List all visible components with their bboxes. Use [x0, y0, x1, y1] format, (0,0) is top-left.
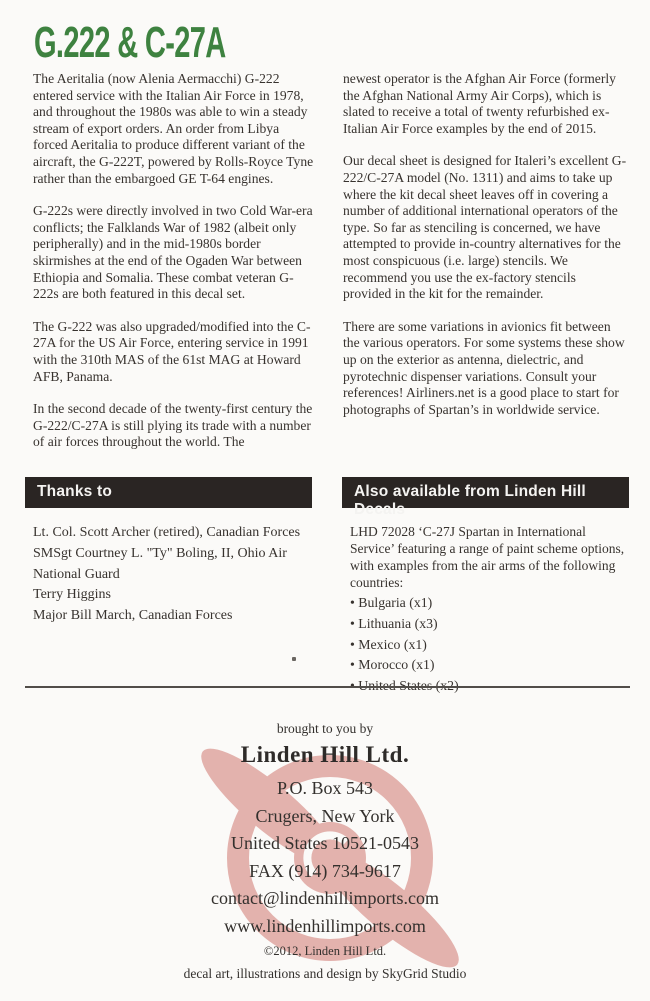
- website-url: www.lindenhillimports.com: [224, 915, 426, 936]
- also-available-section: [342, 477, 629, 697]
- paragraph: The G-222 was also upgraded/modified into the C-27A for the US Air Force, entering service in 1991 with the 310th MAS of the 61st MAG at Howard AFB, Panama.: [33, 318, 311, 384]
- divider-rule: [25, 686, 630, 688]
- address-line-pobox: P.O. Box 543: [276, 778, 374, 798]
- fax-number: FAX (914) 734-9617: [249, 860, 401, 881]
- country-list-item: • Bulgaria (x1): [350, 593, 629, 614]
- footer-credits: decal art, illustrations and design by SkyGrid Studio: [183, 966, 467, 981]
- paragraph: G-222s were directly involved in two Cold War-era conflicts; the Falklands War of 1982 (albeit only peripherally) and in the mid-1980s border skirmishes at the end of the Ogaden War between Ethiopia and Somalia. These combat veteran G-222s are both featured in this decal set.: [33, 203, 313, 302]
- contact-email: contact@lindenhillimports.com: [210, 888, 440, 908]
- thanks-list: [25, 508, 312, 627]
- info-sections: [25, 477, 629, 697]
- paragraph: There are some variations in avionics fit between the various operators. For some systems these show up on the exterior as antenna, dielectric, and pyrotechnic dispenser variations. Consult your references! Airliners.net is a good place to start for photographs of Spartan’s in worldwide service.: [343, 318, 625, 417]
- product-intro: LHD 72028 ‘C-27J Spartan in International Service’ featuring a range of paint scheme options, with examples from the air arms of the following countries:: [350, 524, 625, 590]
- country-list: [350, 593, 629, 697]
- country-list-item: • Lithuania (x3): [350, 614, 629, 635]
- thanks-list-item: Terry Higgins: [33, 587, 111, 603]
- article-column-left: [33, 71, 317, 467]
- also-available-body: [342, 508, 629, 697]
- address-line-city: Crugers, New York: [255, 805, 395, 826]
- footer-copyright: ©2012, Linden Hill Ltd.: [263, 944, 387, 958]
- thanks-list-item: Lt. Col. Scott Archer (retired), Canadian Forces: [33, 525, 301, 540]
- page-title: G.222 & C-27A: [34, 18, 226, 67]
- footer-imprint: [0, 721, 650, 982]
- paragraph: In the second decade of the twenty-first century the G-222/C-27A is still plying its trade with a number of air forces throughout the world. The: [33, 401, 313, 450]
- thanks-list-item: SMSgt Courtney L. "Ty" Boling, II, Ohio Air National Guard: [33, 545, 287, 582]
- company-name: Linden Hill Ltd.: [240, 742, 410, 767]
- country-list-item: • Mexico (x1): [350, 635, 629, 656]
- company-address: [0, 775, 650, 940]
- thanks-section: [25, 477, 312, 697]
- article-body: [33, 71, 627, 467]
- also-available-header-bar: Also available from Linden Hill Decals: [342, 477, 629, 508]
- country-list-item: • Morocco (x1): [350, 655, 629, 676]
- footer-tagline: brought to you by: [276, 721, 374, 736]
- article-column-right: [343, 71, 627, 467]
- paragraph: Our decal sheet is designed for Italeri’s excellent G-222/C-27A model (No. 1311) and aims to take up where the kit decal sheet leaves off in covering a number of additional international operators of the type. So far as stenciling is concerned, we have attempted to provide in-country alternatives for the most conspicuous (i.e. large) stencils. We recommend you use the ex-factory stencils provided in the kit for the remainder.: [343, 153, 627, 302]
- thanks-list-item: Major Bill March, Canadian Forces: [33, 608, 233, 624]
- ink-speck: [292, 657, 296, 661]
- thanks-header-bar: Thanks to: [25, 477, 312, 508]
- paragraph: newest operator is the Afghan Air Force (formerly the Afghan National Army Air Corps), which is slated to receive a total of twenty refurbished ex-Italian Air Force examples by the end of 2015.: [343, 71, 616, 136]
- paragraph: The Aeritalia (now Alenia Aermacchi) G-222 entered service with the Italian Air Force in 1978, and throughout the 1980s was able to win a steady stream of export orders. An order from Libya forced Aeritalia to produce different variant of the aircraft, the G-222T, powered by Rolls-Royce Tyne rather than the embargoed GE T-64 engines.: [33, 71, 314, 186]
- address-line-country-zip: United States 10521-0543: [231, 833, 419, 853]
